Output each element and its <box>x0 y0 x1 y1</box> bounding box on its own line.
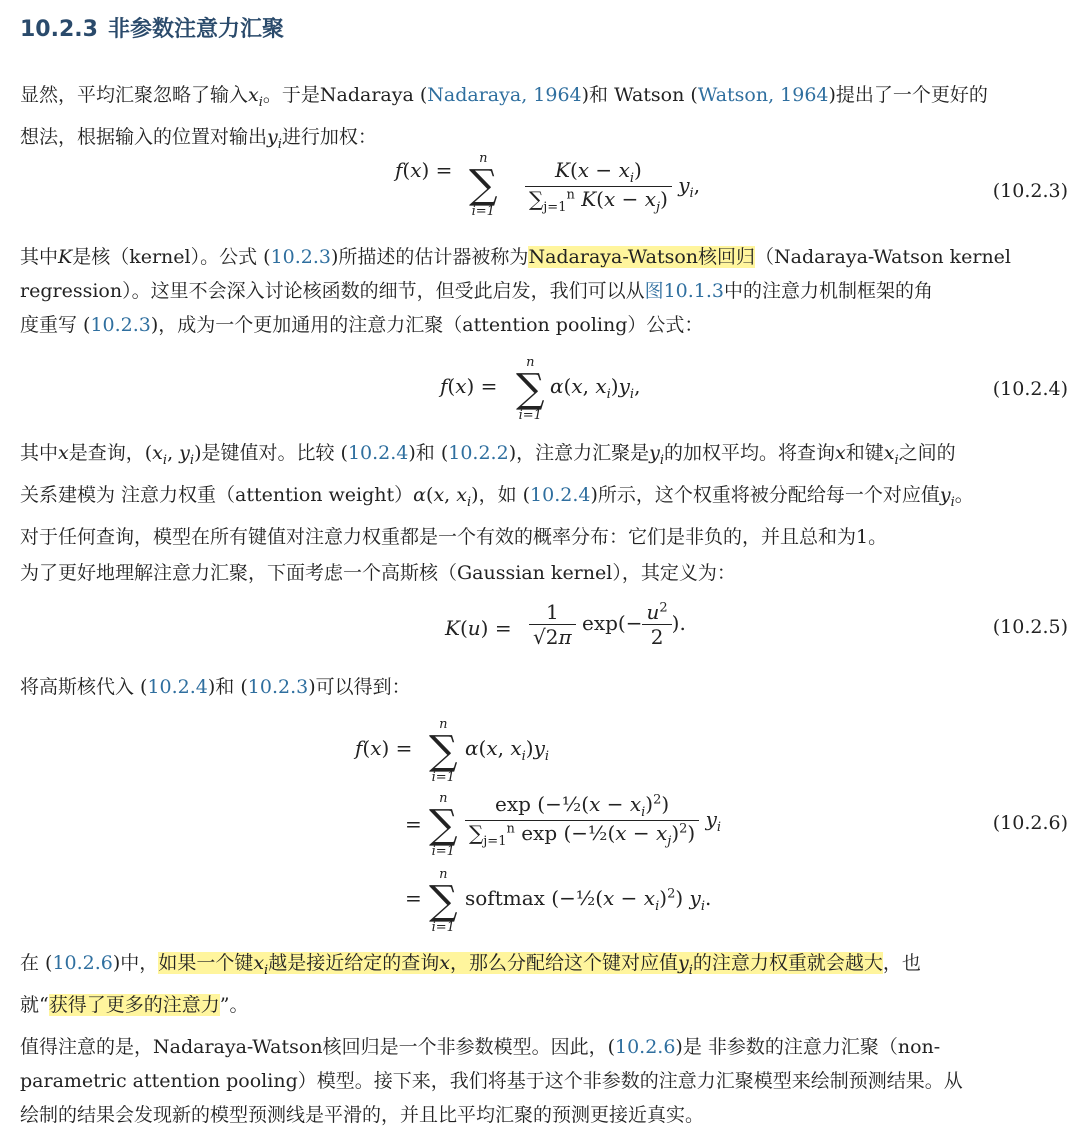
figure-ref-link[interactable]: 图10.1.3 <box>644 280 725 302</box>
equation-number: (10.2.5) <box>992 616 1068 638</box>
equation-ref-link[interactable]: 10.2.6 <box>614 1036 676 1058</box>
paragraph-2: 其中K是核（kernel）。公式 (10.2.3)所描述的估计器被称为Nadaraya-Watson核回归（Nadaraya-Watson kernel regression）。这里不会深入讨论核函数的细节，但受此启发，我们可以从图10.1.3中的注意力机制框架的角 度重写 (10.2.3)，成为一个更加通用的注意力汇聚（attention pooling）公式： <box>20 246 1011 336</box>
equation-10-2-6: f(x) = n ∑ i=1 α(x, $x_i)y_i$ = n ∑ i=1 $\frac{\exp (-\frac{1}{2}(x - x_i)^2)}{\sum_{j=1}^n \exp (-\frac{1}{2}(x - x_j)^2)}$ $y_i$ = n ∑ i=1 softmax (−½(x − $x_i)^2$) $y_i$. (10.2.6) <box>355 717 1068 935</box>
equation-ref-link[interactable]: 10.2.3 <box>90 314 151 336</box>
equation-ref-link[interactable]: 10.2.3 <box>247 676 309 698</box>
paragraph-5: 将高斯核代入 (10.2.4)和 (10.2.3)可以得到： <box>20 676 411 698</box>
highlighted-term: Nadaraya-Watson核回归 <box>528 246 755 268</box>
paragraph-4: 为了更好地理解注意力汇聚，下面考虑一个高斯核（Gaussian kernel），其定义为： <box>20 562 736 584</box>
section-title: 非参数注意力汇聚 <box>107 17 284 42</box>
paragraph-1: 显然，平均汇聚忽略了输入$x_i$。于是Nadaraya (Nadaraya, 1964)和 Watson (Watson, 1964)提出了一个更好的 想法，根据输入的位置对输出$y_i$进行加权： <box>20 84 988 152</box>
section-heading <box>20 12 284 43</box>
section-number: 10.2.3 <box>20 17 98 42</box>
equation-ref-link[interactable]: 10.2.3 <box>270 246 332 268</box>
equation-ref-link[interactable]: 10.2.4 <box>530 483 591 506</box>
equation-ref-link[interactable]: 10.2.4 <box>147 676 208 698</box>
equation-number: (10.2.4) <box>992 378 1068 400</box>
equation-10-2-4: f(x) = n ∑ i=1 α(x, $x_i)y_i$, (10.2.4) <box>440 355 1068 423</box>
citation-link[interactable]: Watson, 1964 <box>697 84 829 106</box>
equation-ref-link[interactable]: 10.2.6 <box>52 952 113 974</box>
paragraph-6: 在 (10.2.6)中，如果一个键$x_i$越是接近给定的查询x，那么分配给这个键对应值$y_i$的注意力权重就会越大，也 就“获得了更多的注意力”。 <box>20 952 921 1016</box>
equation-10-2-3: f(x) = n ∑ i=1 $\frac{K(x - x_i)}{\sum_{j=1}^n K(x - x_j)}$ $y_i$, (10.2.3) <box>395 151 1068 219</box>
citation-link[interactable]: Nadaraya, 1964 <box>427 84 582 106</box>
highlighted-term: 获得了更多的注意力 <box>48 993 220 1016</box>
equation-ref-link[interactable]: 10.2.2 <box>448 442 509 464</box>
paragraph-3: 其中x是查询，($x_i$, $y_i$)是键值对。比较 (10.2.4)和 (10.2.2)，注意力汇聚是$y_i$的加权平均。将查询x和键$x_i$之间的 关系建模为 注意力权重（attention weight）α(x, $x_i$)，如 (10.2.4)所示，这个权重将被分配给每一个对应值$y_i$。 对于任何查询，模型在所有键值对注意力权重都是一个有效的概率分布：它们是非负的，并且总和为1。 <box>20 442 974 548</box>
equation-10-2-5: K(u) = $\frac{1}{√2\pi}$ exp(− $\frac{u^2}{2}$ ). (10.2.5) <box>445 600 1068 649</box>
paragraph-7: 值得注意的是，Nadaraya-Watson核回归是一个非参数模型。因此，(10.2.6)是 非参数的注意力汇聚（non- parametric attention pooling）模型。接下来，我们将基于这个非参数的注意力汇聚模型来绘制预测结果。从 绘制的结果会发现新的模型预测线是平滑的，并且比平均汇聚的预测更接近真实。 <box>20 1036 963 1126</box>
equation-number: (10.2.6) <box>992 812 1068 834</box>
equation-ref-link[interactable]: 10.2.4 <box>347 442 409 464</box>
equation-number: (10.2.3) <box>992 180 1068 202</box>
